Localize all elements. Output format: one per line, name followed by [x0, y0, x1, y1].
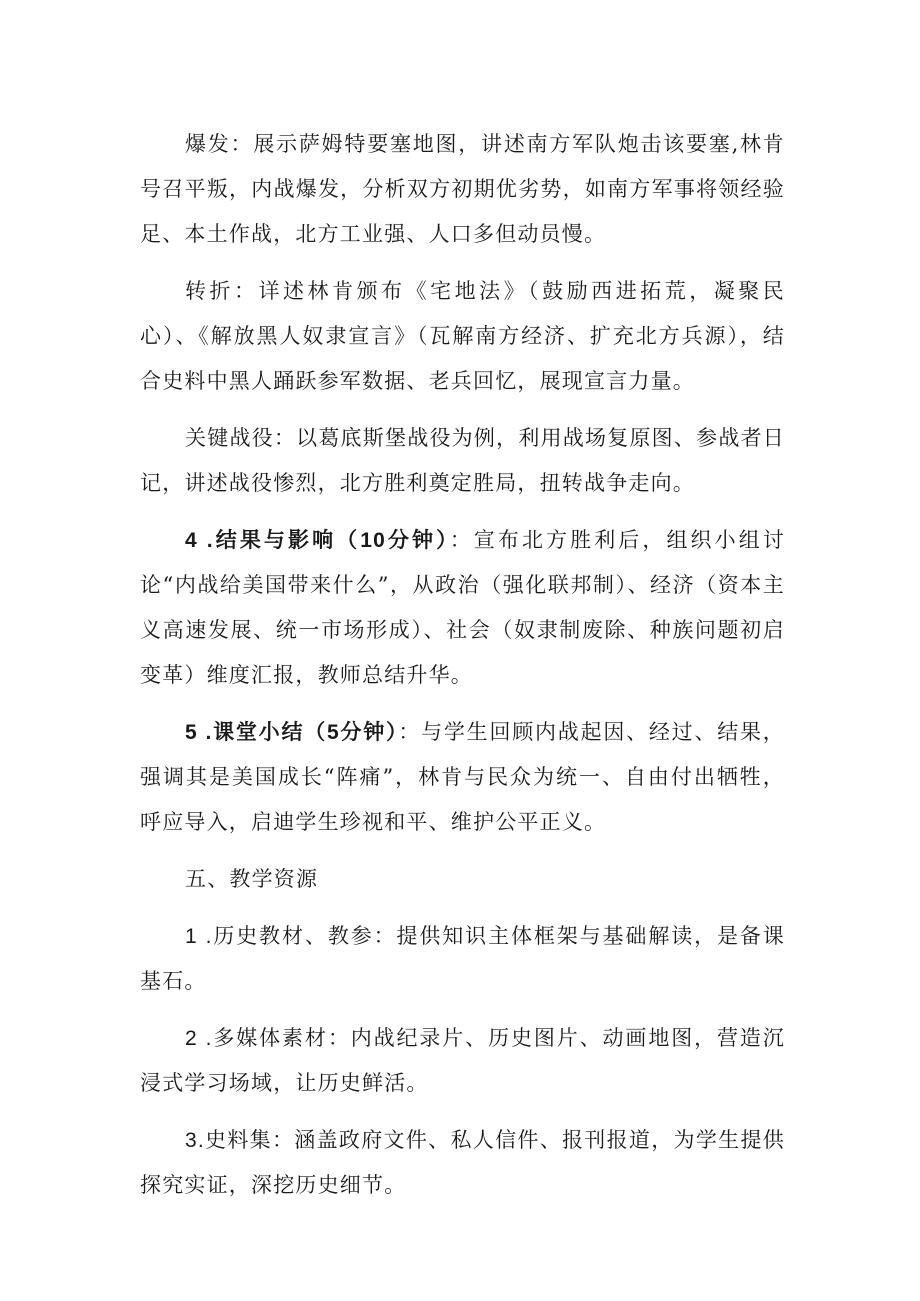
- item-separator: .: [197, 721, 213, 744]
- item-separator: .: [197, 925, 213, 948]
- item-title-minutes: 5: [327, 721, 340, 744]
- item-number: 1: [185, 925, 198, 948]
- item-title-suffix: 分钟）: [339, 720, 399, 744]
- paragraph-resource-textbooks: [140, 914, 785, 1004]
- paragraph-outbreak: 爆发：展示萨姆特要塞地图，讲述南方军队炮击该要塞,林肯号召平叛，内战爆发，分析双方初期优劣势，如南方军事将领经验足、本土作战，北方工业强、人口多但动员慢。: [140, 132, 785, 246]
- paragraph-key-battle: 关键战役：以葛底斯堡战役为例，利用战场复原图、参战者日记，讲述战役惨烈，北方胜利奠定胜局，扭转战争走向。: [140, 426, 785, 495]
- item-body: ：与学生回顾内战起因、经过、结果，强调其是美国成长“阵痛”，林肯与民众为统一、自由付出牺牲，呼应导入，启迪学生珍视和平、维护公平正义。: [140, 720, 786, 834]
- item-body: 多媒体素材：内战纪录片、历史图片、动画地图，营造沉浸式学习场域，让历史鲜活。: [140, 1026, 785, 1095]
- item-number: 2: [185, 1027, 198, 1050]
- item-number: 5: [185, 721, 198, 744]
- item-title: 课堂小结（: [212, 720, 328, 744]
- item-title-minutes: 10: [360, 529, 387, 552]
- paragraph-resource-multimedia: [140, 1016, 785, 1106]
- item-body: ：宣布北方胜利后，组织小组讨论“内战给美国带来什么”，从政治（强化联邦制）、经济（资本主义高速发展、统一市场形成）、社会（奴隶制废除、种族问题初启变革）维度汇报，教师总结升华。: [140, 528, 785, 687]
- section-heading-resources: 五、教学资源: [185, 867, 319, 891]
- item-number: 3.: [185, 1129, 205, 1152]
- paragraph-class-summary: [140, 710, 785, 845]
- paragraph-results-impact: [140, 518, 785, 698]
- item-separator: .: [197, 1027, 213, 1050]
- item-body: 史料集：涵盖政府文件、私人信件、报刊报道，为学生提供探究实证，深挖历史细节。: [140, 1128, 785, 1197]
- paragraph-turning-point: 转折：详述林肯颁布《宅地法》（鼓励西进拓荒，凝聚民心）、《解放黑人奴隶宣言》（瓦解南方经济、扩充北方兵源），结合史料中黑人踊跃参军数据、老兵回忆，展现宣言力量。: [140, 279, 785, 393]
- paragraph-resource-sources: [140, 1118, 785, 1208]
- item-title: 结果与影响（: [213, 528, 361, 552]
- item-number: 4: [185, 529, 198, 552]
- item-separator: .: [197, 529, 214, 552]
- document-body: [140, 122, 785, 1220]
- item-body: 历史教材、教参：提供知识主体框架与基础解读，是备课基石。: [140, 924, 785, 993]
- item-title-suffix: 分钟）: [386, 528, 450, 552]
